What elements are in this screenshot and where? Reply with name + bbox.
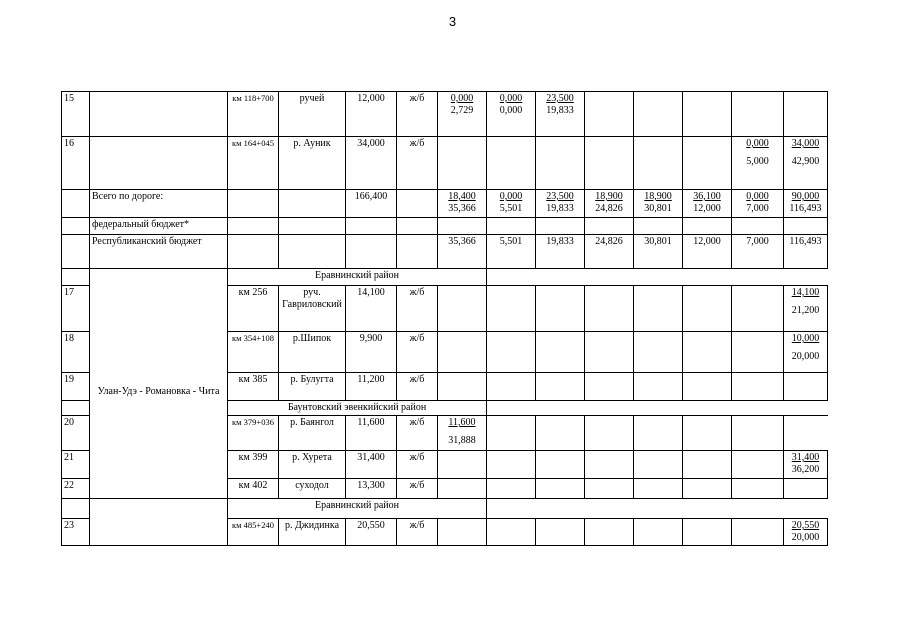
value-top: 0,000 (746, 191, 769, 202)
value-cell (732, 137, 784, 190)
value-cell (438, 137, 487, 190)
value-bottom: 42,900 (791, 156, 820, 167)
table-row (62, 137, 828, 190)
road-cell (90, 92, 228, 137)
row-number: 15 (62, 92, 90, 137)
name-cell: руч. Гавриловский (279, 286, 346, 332)
section-title: Еравнинский район (228, 499, 487, 519)
km-cell: км 485+240 (228, 519, 279, 546)
name-cell (279, 190, 346, 218)
type-cell: ж/б (397, 137, 438, 190)
value-top: 0,000 (450, 93, 474, 104)
total-row (62, 190, 828, 218)
value-bottom: 0,000 (499, 105, 523, 116)
value-cell: 30,801 (634, 235, 683, 269)
section-title: Еравнинский район (228, 269, 487, 286)
value-cell: 35,366 (438, 235, 487, 269)
total-cell (784, 190, 828, 218)
row-number (62, 218, 90, 235)
total-cell: 116,493 (784, 235, 828, 269)
value-cell (585, 190, 634, 218)
row-number: 21 (62, 451, 90, 479)
value-top: 36,100 (693, 191, 721, 202)
name-cell: р. Булугта (279, 373, 346, 401)
value-top: 0,000 (746, 138, 769, 149)
federal-label: федеральный бюджет* (90, 218, 228, 235)
value-cell (634, 92, 683, 137)
row-number: 23 (62, 519, 90, 546)
value-cell (487, 92, 536, 137)
type-cell: ж/б (397, 479, 438, 499)
name-cell: р. Джидинка (279, 519, 346, 546)
km-cell: км 354+108 (228, 332, 279, 373)
value-bottom: 36,200 (791, 464, 820, 475)
name-cell: р.Шипок (279, 332, 346, 373)
km-cell: км 379+036 (228, 416, 279, 451)
value-cell (683, 137, 732, 190)
total-cell (784, 137, 828, 190)
name-cell: р. Баянгол (279, 416, 346, 451)
value-top: 23,500 (546, 191, 574, 202)
value-cell (585, 92, 634, 137)
length-cell: 11,200 (346, 373, 397, 401)
table-row (62, 92, 828, 137)
row-number: 22 (62, 479, 90, 499)
length-cell: 14,100 (346, 286, 397, 332)
type-cell: ж/б (397, 332, 438, 373)
value-cell (585, 137, 634, 190)
value-bottom: 19,833 (546, 105, 574, 116)
type-cell: ж/б (397, 451, 438, 479)
km-cell: км 164+045 (228, 137, 279, 190)
total-label: Всего по дороге: (90, 190, 228, 218)
value-bottom: 21,200 (791, 305, 820, 316)
section-title: Баунтовский эвенкийский район (228, 401, 487, 416)
length-cell: 9,900 (346, 332, 397, 373)
value-cell: 7,000 (732, 235, 784, 269)
type-cell (397, 190, 438, 218)
row-number: 16 (62, 137, 90, 190)
value-bottom: 19,833 (546, 203, 574, 214)
value-cell (536, 190, 585, 218)
value-top: 11,600 (448, 417, 476, 428)
value-top: 34,000 (791, 138, 820, 149)
type-cell: ж/б (397, 373, 438, 401)
value-top: 23,500 (546, 93, 574, 104)
value-cell: 5,501 (487, 235, 536, 269)
name-cell: ручей (279, 92, 346, 137)
table-row (62, 519, 828, 546)
value-cell (536, 137, 585, 190)
republic-budget-row (62, 235, 828, 269)
km-cell: км 256 (228, 286, 279, 332)
republic-label: Республиканский бюджет (90, 235, 228, 269)
type-cell: ж/б (397, 286, 438, 332)
value-cell: 24,826 (585, 235, 634, 269)
value-top: 18,400 (448, 191, 476, 202)
value-bottom: 7,000 (746, 203, 769, 214)
value-top: 20,550 (791, 520, 820, 531)
page-number: 3 (448, 14, 457, 29)
total-cell (784, 451, 828, 479)
type-cell: ж/б (397, 92, 438, 137)
value-cell (536, 92, 585, 137)
type-cell: ж/б (397, 519, 438, 546)
section-row (62, 269, 828, 286)
total-cell (784, 286, 828, 332)
value-cell: 12,000 (683, 235, 732, 269)
row-number: 18 (62, 332, 90, 373)
value-bottom: 5,000 (746, 156, 769, 167)
name-cell: суходол (279, 479, 346, 499)
row-number (62, 235, 90, 269)
length-cell: 20,550 (346, 519, 397, 546)
row-number (62, 190, 90, 218)
value-cell (732, 92, 784, 137)
length-cell: 12,000 (346, 92, 397, 137)
length-cell: 34,000 (346, 137, 397, 190)
value-top: 18,900 (644, 191, 672, 202)
value-bottom: 2,729 (450, 105, 474, 116)
value-top: 90,000 (791, 191, 820, 202)
total-cell (784, 519, 828, 546)
km-cell: км 402 (228, 479, 279, 499)
name-cell: р. Ауник (279, 137, 346, 190)
table-row (62, 286, 828, 332)
value-cell (487, 190, 536, 218)
row-number: 19 (62, 373, 90, 401)
value-cell (634, 137, 683, 190)
value-bottom: 5,501 (499, 203, 523, 214)
length-cell: 166,400 (346, 190, 397, 218)
km-cell: км 385 (228, 373, 279, 401)
row-number: 20 (62, 416, 90, 451)
value-bottom: 24,826 (595, 203, 623, 214)
value-top: 14,100 (791, 287, 820, 298)
value-cell (683, 190, 732, 218)
value-cell (438, 190, 487, 218)
value-cell (438, 416, 487, 451)
section-row (62, 499, 828, 519)
km-cell: км 118+700 (228, 92, 279, 137)
bridges-table (61, 91, 828, 546)
km-cell (228, 190, 279, 218)
value-cell (634, 190, 683, 218)
total-cell (784, 332, 828, 373)
road-cell (90, 137, 228, 190)
value-bottom: 35,366 (448, 203, 476, 214)
value-bottom: 20,000 (791, 351, 820, 362)
value-top: 0,000 (499, 93, 523, 104)
total-cell (784, 92, 828, 137)
federal-budget-row (62, 218, 828, 235)
value-cell (438, 92, 487, 137)
value-top: 0,000 (499, 191, 523, 202)
length-cell: 31,400 (346, 451, 397, 479)
value-bottom: 31,888 (448, 435, 476, 446)
value-cell (487, 137, 536, 190)
value-cell (683, 92, 732, 137)
value-top: 18,900 (595, 191, 623, 202)
length-cell: 11,600 (346, 416, 397, 451)
value-cell (732, 190, 784, 218)
value-top: 31,400 (791, 452, 820, 463)
value-bottom: 20,000 (791, 532, 820, 543)
value-top: 10,000 (791, 333, 820, 344)
value-bottom: 116,493 (789, 203, 822, 214)
name-cell: р. Хурета (279, 451, 346, 479)
value-bottom: 30,801 (644, 203, 672, 214)
value-cell: 19,833 (536, 235, 585, 269)
row-number: 17 (62, 286, 90, 332)
km-cell: км 399 (228, 451, 279, 479)
type-cell: ж/б (397, 416, 438, 451)
value-bottom: 12,000 (693, 203, 721, 214)
length-cell: 13,300 (346, 479, 397, 499)
road-name: Улан-Удэ - Романовка - Чита (90, 286, 228, 499)
